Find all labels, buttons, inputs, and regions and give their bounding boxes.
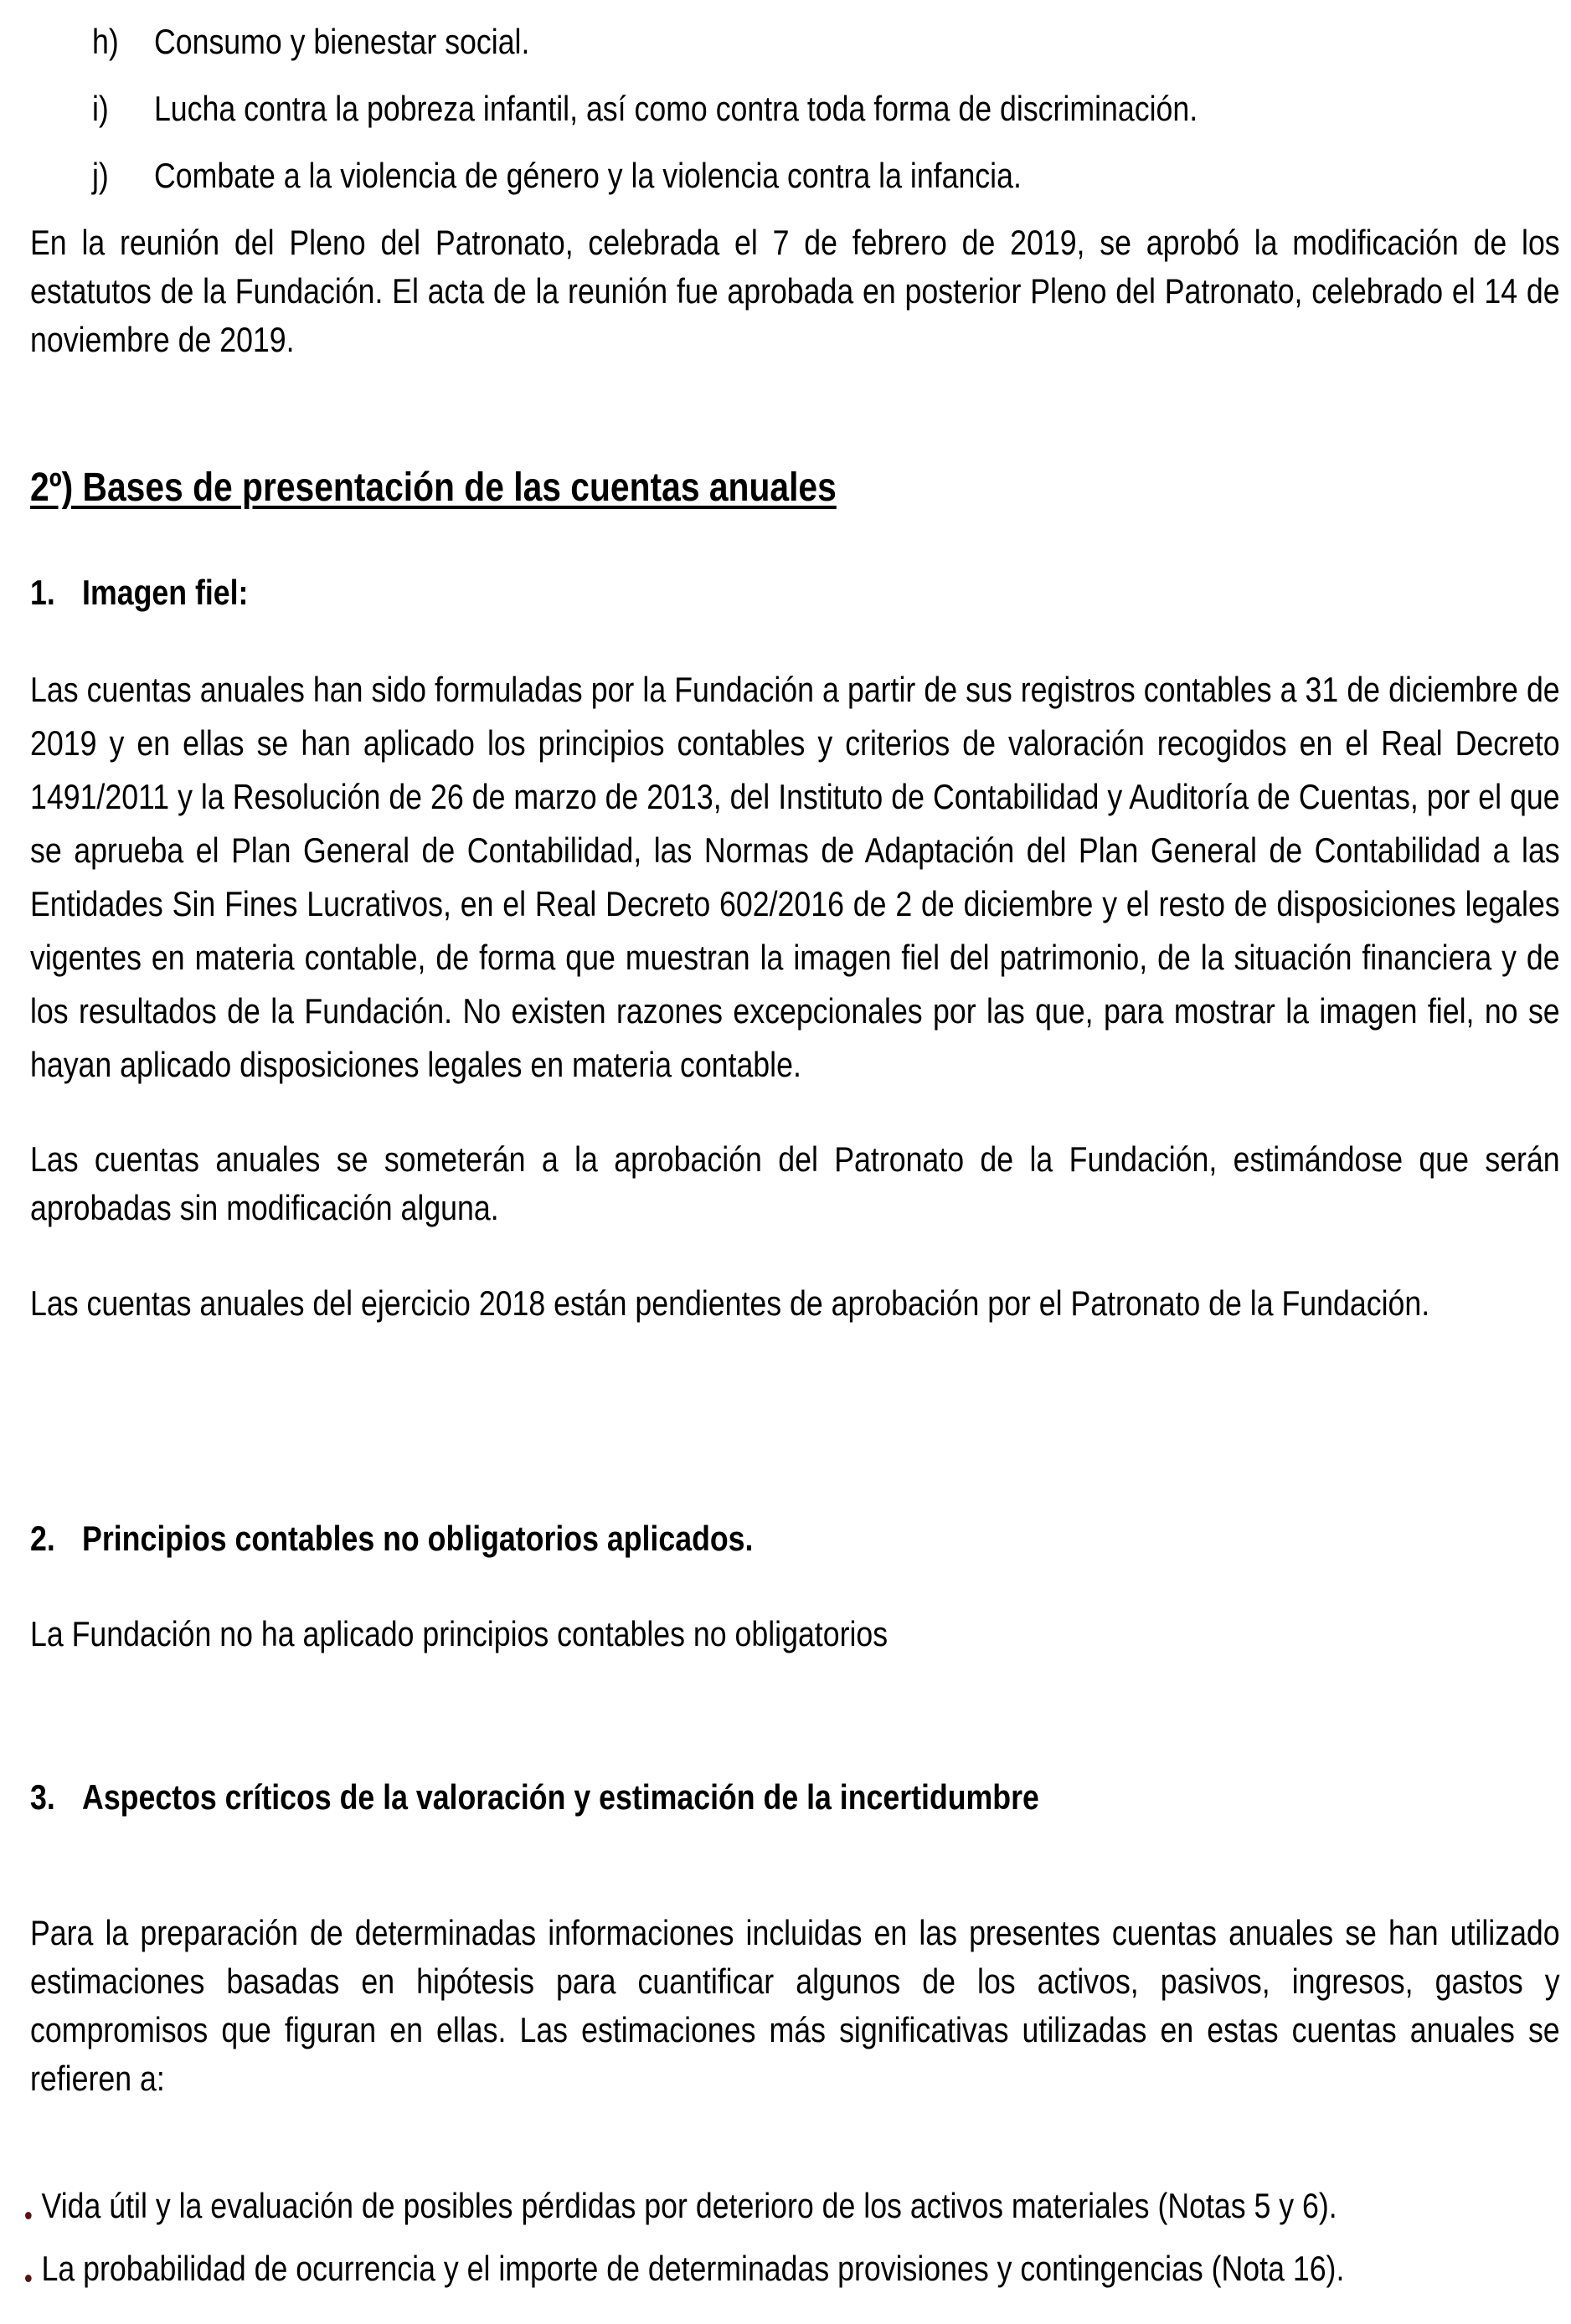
subsection-number: 2. [30, 1519, 55, 1558]
paragraph: Las cuentas anuales del ejercicio 2018 están pendientes de aprobación por el Patronato de la Fundación. [30, 1283, 1430, 1323]
list-item-h [92, 18, 529, 66]
list-marker: h) [92, 22, 119, 61]
paragraph: Las cuentas anuales se someterán a la aprobación del Patronato de la Fundación, estimándose que serán aprobadas sin modificación alguna. [30, 1139, 1560, 1227]
intro-paragraph: En la reunión del Pleno del Patronato, celebrada el 7 de febrero de 2019, se aprobó la modificación de los estatutos de la Fundación. El acta de la reunión fue aprobada en posterior Pleno del Patronato, celebrado el 14 de noviembre de 2019. [30, 223, 1560, 359]
bullet-item [25, 2179, 1337, 2233]
list-item-j [92, 152, 1022, 200]
list-text: Consumo y bienestar social. [153, 22, 530, 61]
bullet-item [25, 2242, 1344, 2296]
bullet-icon [25, 2275, 32, 2282]
list-text: Lucha contra la pobreza infantil, así como contra toda forma de discriminación. [153, 89, 1198, 128]
subsection-title: Imagen fiel: [82, 573, 249, 612]
subsection-title: Principios contables no obligatorios aplicados. [82, 1519, 754, 1558]
list-marker: j) [92, 156, 109, 195]
bullet-icon [25, 2212, 32, 2219]
subsection-title: Aspectos críticos de la valoración y estimación de la incertidumbre [82, 1777, 1039, 1817]
subsection-number: 3. [30, 1777, 55, 1817]
paragraph: Para la preparación de determinadas informaciones incluidas en las presentes cuentas anuales se han utilizado estimaciones basadas en hipótesis para cuantificar algunos de los activos, pasivos, ingresos, gastos y compromisos que figuran en ellas. Las estimaciones más significativas utilizadas en estas cuentas anuales se refieren a: [30, 1913, 1560, 2098]
section-title: 2º) Bases de presentación de las cuentas anuales [30, 465, 837, 510]
bullet-text: La probabilidad de ocurrencia y el importe de determinadas provisiones y contingencias (Nota 16). [41, 2249, 1345, 2288]
subsection-heading-3 [30, 1773, 1560, 1822]
list-marker: i) [92, 89, 109, 128]
paragraph: La Fundación no ha aplicado principios contables no obligatorios [30, 1614, 889, 1653]
list-item-i [92, 85, 1198, 133]
paragraph: Las cuentas anuales han sido formuladas por la Fundación a partir de sus registros contables a 31 de diciembre de 2019 y en ellas se han aplicado los principios contables y criterios de valoración recogidos en el Real Decreto 1491/2011 y la Resolución de 26 de marzo de 2013, del Instituto de Contabilidad y Auditoría de Cuentas, por el que se aprueba el Plan General de Contabilidad, las Normas de Adaptación del Plan General de Contabilidad a las Entidades Sin Fines Lucrativos, en el Real Decreto 602/2016 de 2 de diciembre y el resto de disposiciones legales vigentes en materia contable, de forma que muestran la imagen fiel del patrimonio, de la situación financiera y de los resultados de la Fundación. No existen razones excepcionales por las que, para mostrar la imagen fiel, no se hayan aplicado disposiciones legales en materia contable. [30, 670, 1560, 1084]
subsection-number: 1. [30, 573, 55, 612]
bullet-text: Vida útil y la evaluación de posibles pérdidas por deterioro de los activos materiales (Notas 5 y 6). [41, 2186, 1337, 2225]
subsection-heading-1 [30, 568, 1560, 617]
subsection-heading-2 [30, 1514, 1560, 1563]
list-text: Combate a la violencia de género y la violencia contra la infancia. [153, 156, 1022, 195]
